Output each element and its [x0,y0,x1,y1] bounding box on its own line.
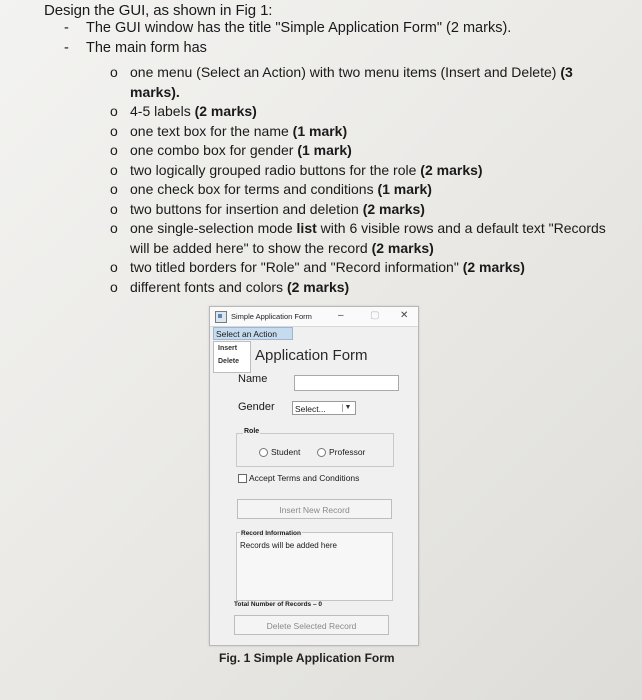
record-information-list[interactable] [236,532,393,601]
record-list-item[interactable]: Records will be added here [240,541,337,550]
dash-item-text: The main form has [86,40,207,56]
radio-student[interactable] [259,447,300,457]
simple-application-form-window [209,306,419,646]
requirement-item: o two buttons for insertion and deletion (2 marks) [110,200,425,217]
window-titlebar [210,307,418,327]
radio-circle-icon [259,448,268,457]
minimize-icon[interactable]: – [338,310,344,321]
form-title: Application Form [255,347,368,364]
assignment-heading: Design the GUI, as shown in Fig 1: [44,2,273,19]
dash-item-text: The GUI window has the title "Simple Application Form" (2 marks). [86,20,512,36]
radio-professor-label: Professor [329,447,366,457]
insert-new-record-button[interactable]: Insert New Record [237,499,392,519]
radio-circle-icon [317,448,326,457]
maximize-icon[interactable]: ▢ [370,310,380,321]
chevron-down-icon[interactable]: ▼ [342,404,353,412]
requirements-list [110,63,610,297]
requirement-item: o one combo box for gender (1 mark) [110,142,352,158]
menu-item-delete[interactable]: Delete [218,358,240,365]
requirement-item: o one menu (Select an Action) with two menu items (Insert and Delete) (3 marks). [110,64,573,100]
menu-select-an-action[interactable]: Select an Action [213,327,293,340]
name-label: Name [238,373,268,385]
radio-student-label: Student [271,447,301,457]
gender-label: Gender [238,401,275,413]
requirement-item: o one text box for the name (1 mark) [110,122,348,139]
close-icon[interactable]: ✕ [400,310,409,321]
radio-professor[interactable] [317,447,365,457]
requirement-item: o different fonts and colors (2 marks) [110,278,350,295]
gender-combo-value: Select... [295,404,326,414]
requirement-item: o 4-5 labels (2 marks) [110,103,257,119]
record-information-title: Record Information [241,530,301,537]
terms-checkbox[interactable] [238,473,359,483]
name-input[interactable] [294,375,399,391]
figure-caption: Fig. 1 Simple Application Form [219,651,395,665]
dash-marker: - [64,20,69,36]
total-records-label: Total Number of Records – 0 [234,601,323,608]
requirement-item: o one check box for terms and conditions (1 mark) [110,181,432,197]
role-title: Role [244,428,260,435]
menu-dropdown [213,341,251,373]
window-title: Simple Application Form [231,312,312,321]
gender-combo-box[interactable] [292,401,356,415]
requirement-item: o one single-selection mode list with 6 visible rows and a default text "Records will be added here" to show the record (2 marks) [110,220,606,256]
requirement-item: o two titled borders for "Role" and "Record information" (2 marks) [110,259,525,275]
menu-item-insert[interactable]: Insert [218,345,238,352]
checkbox-icon [238,474,247,483]
delete-selected-record-button[interactable]: Delete Selected Record [234,615,389,635]
dash-item-title [64,20,511,36]
dash-marker: - [64,40,69,56]
terms-label: Accept Terms and Conditions [249,473,360,483]
dash-item-main-form [64,40,207,56]
requirement-item: o two logically grouped radio buttons for the role (2 marks) [110,161,483,178]
menu-bar [210,327,418,340]
app-icon [215,311,227,323]
role-group [236,428,394,467]
